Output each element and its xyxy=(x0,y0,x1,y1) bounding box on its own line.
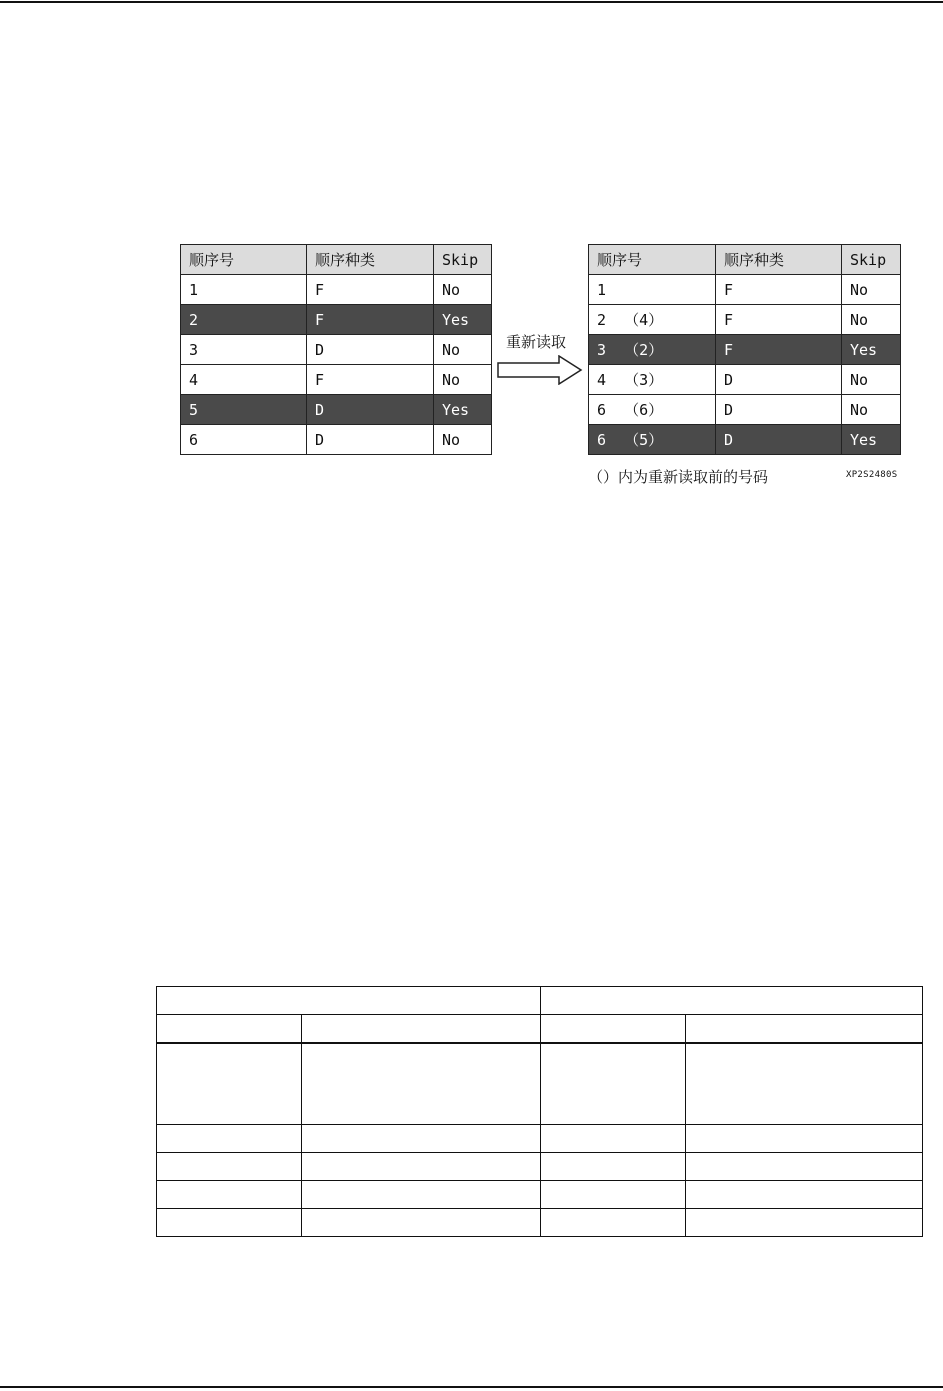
table-cell xyxy=(541,1181,686,1209)
table-cell xyxy=(302,1181,541,1209)
skip-cell: No xyxy=(842,365,901,395)
table-cell xyxy=(157,1043,302,1125)
table-cell xyxy=(541,1043,686,1125)
table-cell xyxy=(157,1015,302,1044)
table-row xyxy=(181,335,492,365)
blank-table xyxy=(156,986,923,1237)
sequence-no-cell: 4 （3） xyxy=(589,365,716,395)
table-row xyxy=(181,365,492,395)
right-arrow-icon xyxy=(497,355,583,385)
column-header-skip: Skip xyxy=(842,245,901,275)
column-header-sequence-type: 顺序种类 xyxy=(716,245,842,275)
sequence-no-cell: 3 xyxy=(181,335,307,365)
table-row xyxy=(181,395,492,425)
sequence-no-cell: 6 （6） xyxy=(589,395,716,425)
table-cell xyxy=(686,1015,923,1044)
sequence-no-cell: 5 xyxy=(181,395,307,425)
sequence-type-cell: F xyxy=(716,305,842,335)
table-row xyxy=(157,1043,923,1125)
table-cell xyxy=(541,1125,686,1153)
column-header-sequence-type: 顺序种类 xyxy=(307,245,434,275)
table-row xyxy=(157,1209,923,1237)
table-row xyxy=(181,425,492,455)
table-cell xyxy=(686,1153,923,1181)
table-cell xyxy=(302,1209,541,1237)
sequence-type-cell: F xyxy=(307,275,434,305)
table-row xyxy=(589,365,901,395)
table-row xyxy=(589,395,901,425)
table-cell xyxy=(157,1153,302,1181)
table-cell xyxy=(157,987,541,1015)
table-row xyxy=(157,1153,923,1181)
sequence-type-cell: D xyxy=(716,425,842,455)
table-cell xyxy=(686,1209,923,1237)
sequence-no-cell: 1 xyxy=(181,275,307,305)
sequence-no-cell: 6 xyxy=(181,425,307,455)
table-cell xyxy=(302,1015,541,1044)
sequence-no-cell: 6 （5） xyxy=(589,425,716,455)
table-cell xyxy=(302,1153,541,1181)
table-cell xyxy=(541,1209,686,1237)
column-header-sequence-no: 顺序号 xyxy=(589,245,716,275)
table-row xyxy=(589,275,901,305)
sequence-type-cell: D xyxy=(307,425,434,455)
figure-footnote: （）内为重新读取前的号码 xyxy=(588,468,769,486)
footer-rule xyxy=(0,1386,943,1388)
table-cell xyxy=(541,1015,686,1044)
table-cell xyxy=(157,1125,302,1153)
sequence-no-cell: 4 xyxy=(181,365,307,395)
table-row xyxy=(181,275,492,305)
skip-cell: No xyxy=(434,365,492,395)
sequence-no-cell: 3 （2） xyxy=(589,335,716,365)
table-header-row xyxy=(181,245,492,275)
skip-cell: No xyxy=(434,425,492,455)
sequence-type-cell: F xyxy=(307,365,434,395)
table-cell xyxy=(686,1181,923,1209)
skip-cell: Yes xyxy=(842,425,901,455)
table-row xyxy=(589,335,901,365)
sequence-no-cell: 2 xyxy=(181,305,307,335)
skip-cell: No xyxy=(434,275,492,305)
table-cell xyxy=(157,1181,302,1209)
table-cell xyxy=(686,1125,923,1153)
sequence-type-cell: D xyxy=(307,335,434,365)
sequence-type-cell: F xyxy=(716,335,842,365)
sequence-type-cell: D xyxy=(307,395,434,425)
sequence-type-cell: F xyxy=(307,305,434,335)
skip-cell: Yes xyxy=(434,395,492,425)
table-cell xyxy=(541,1153,686,1181)
skip-cell: No xyxy=(842,395,901,425)
table-cell xyxy=(302,1125,541,1153)
column-header-skip: Skip xyxy=(434,245,492,275)
figure-id: XP2S2480S xyxy=(846,470,898,480)
skip-cell: Yes xyxy=(434,305,492,335)
sequence-type-cell: D xyxy=(716,365,842,395)
sequence-no-cell: 1 xyxy=(589,275,716,305)
skip-cell: No xyxy=(434,335,492,365)
blank-table-column-header xyxy=(157,1015,923,1044)
arrow-label: 重新读取 xyxy=(506,333,567,351)
table-row xyxy=(589,425,901,455)
table-row xyxy=(181,305,492,335)
sequence-no-cell: 2 （4） xyxy=(589,305,716,335)
table-cell xyxy=(157,1209,302,1237)
table-cell xyxy=(541,987,923,1015)
skip-cell: No xyxy=(842,275,901,305)
skip-cell: No xyxy=(842,305,901,335)
header-rule xyxy=(0,1,943,3)
sequence-type-cell: D xyxy=(716,395,842,425)
table-cell xyxy=(686,1043,923,1125)
table-row xyxy=(157,1181,923,1209)
table-cell xyxy=(302,1043,541,1125)
skip-cell: Yes xyxy=(842,335,901,365)
table-row xyxy=(157,1125,923,1153)
column-header-sequence-no: 顺序号 xyxy=(181,245,307,275)
sequence-table-after xyxy=(588,244,901,455)
sequence-type-cell: F xyxy=(716,275,842,305)
table-header-row xyxy=(589,245,901,275)
blank-table-group-header xyxy=(157,987,923,1015)
sequence-table-before xyxy=(180,244,492,455)
table-row xyxy=(589,305,901,335)
